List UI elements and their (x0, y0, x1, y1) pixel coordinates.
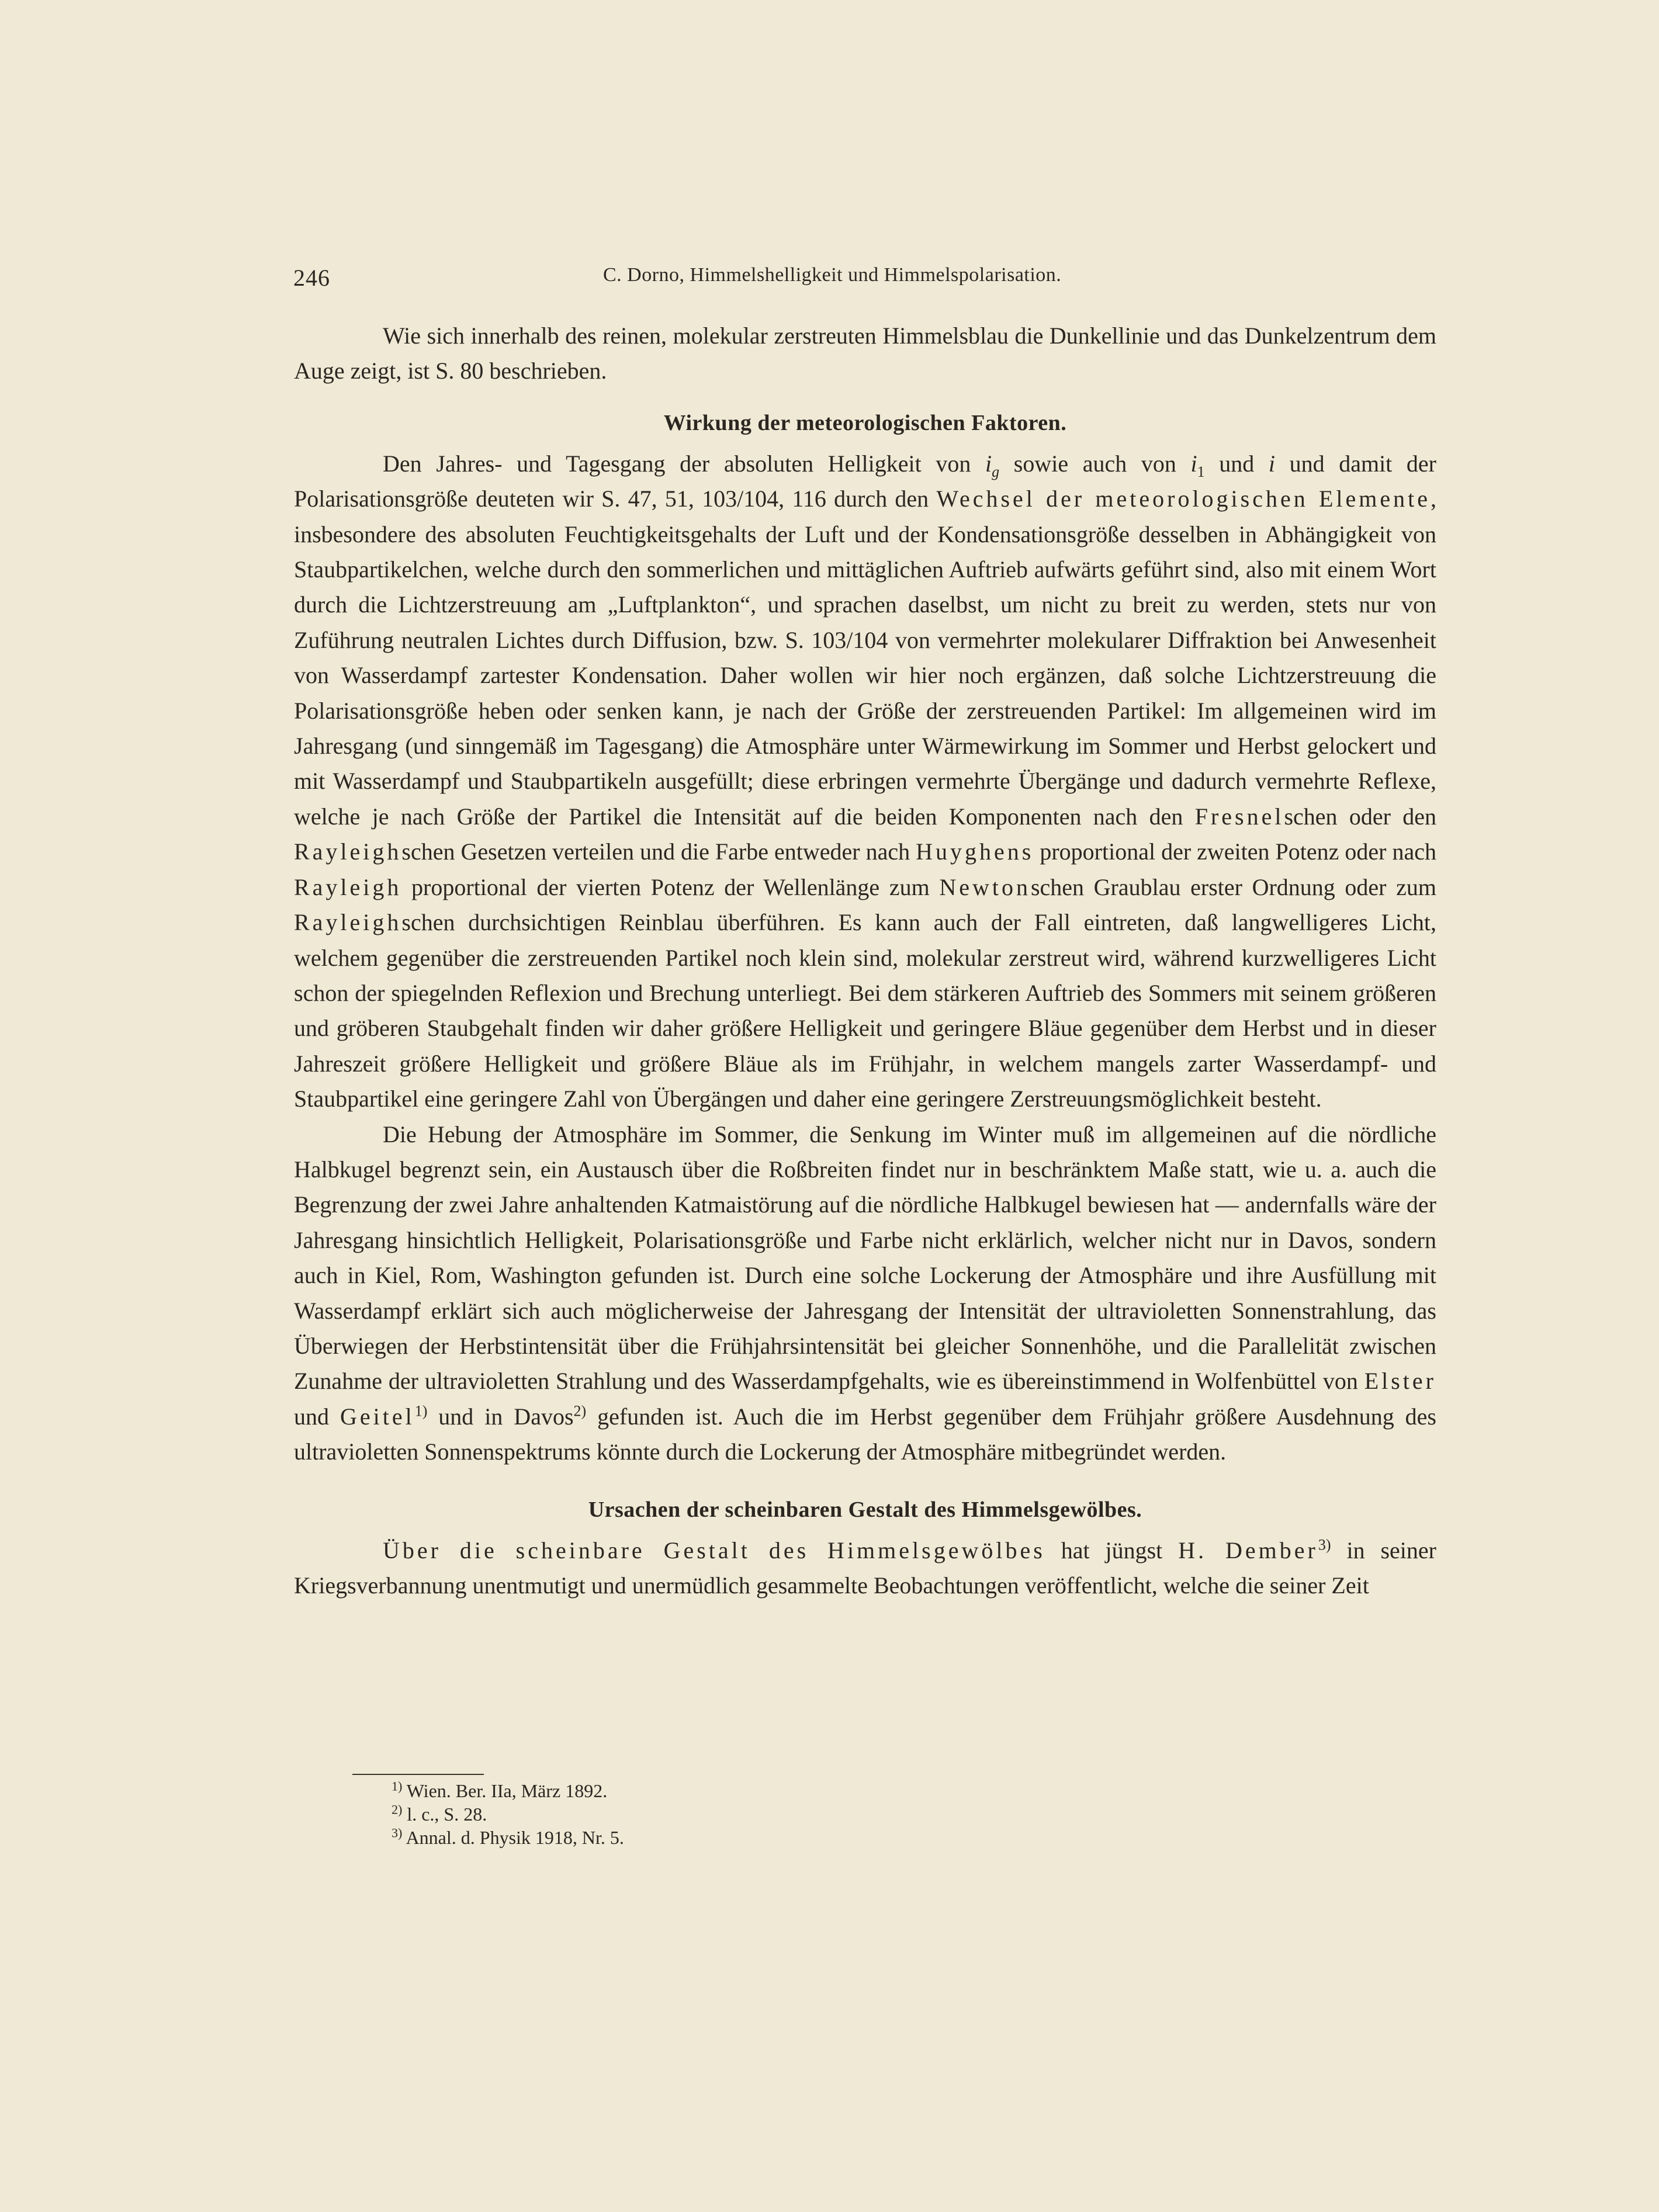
paragraph-sky-vault: Über die scheinbare Gestalt des Himmelsgewölbes hat jüngst H. Dember$^{3)}$ in seiner Kriegsverbannung unentmutigt und unermüdlich gesammelte Beobachtungen veröffentlicht, welche die seiner Zeit (294, 1536, 1436, 1599)
paragraph-meteorological-2: Die Hebung der Atmosphäre im Sommer, die Senkung im Winter muß im allgemeinen auf die nördliche Halbkugel begrenzt sein, ein Austausch über die Roßbreiten findet nur in beschränktem Maße statt, wie u. a. auch die Begrenzung der zwei Jahre anhaltenden Katmaistörung auf die nördliche Halbkugel bewiesen hat — andernfalls wäre der Jahresgang hinsichtlich Helligkeit, Polarisationsgröße und Farbe nicht erklärlich, welcher nicht nur in Davos, sondern auch in Kiel, Rom, Washington gefunden ist. Durch eine solche Lockerung der Atmosphäre und ihre Ausfüllung mit Wasserdampf erklärt sich auch möglicherweise der Jahresgang der Intensität der ultravioletten Sonnenstrahlung, das Überwiegen der Herbstintensität über die Frühjahrsintensität bei gleicher Sonnenhöhe, und die Parallelität zwischen Zunahme der ultravioletten Strahlung und des Wasserdampfgehalts, wie es übereinstimmend in Wolfenbüttel von Elster und Geitel$^{1)}$ und in Davos$^{2)}$ gefunden ist. Auch die im Herbst gegenüber dem Frühjahr größere Ausdehnung des ultravioletten Sonnenspektrums könnte durch die Lockerung der Atmosphäre mitbegründet werden. (294, 1121, 1436, 1465)
footnote-divider (352, 1774, 484, 1775)
paragraph-meteorological-1: Den Jahres- und Tagesgang der absoluten Helligkeit von $i_g$ sowie auch von $i_1$ und i und damit der Polarisationsgröße deuteten wir S. 47, 51, 103/104, 116 durch den Wechsel der meteorologischen Elemente, insbesondere des absoluten Feuchtigkeitsgehalts der Luft und der Kondensationsgröße desselben in Abhängigkeit von Staubpartikelchen, welche durch den sommerlichen und mittäglichen Auftrieb aufwärts geführt sind, also mit einem Wort durch die Lichtzerstreuung am „Luftplankton“, und sprachen daselbst, um nicht zu breit zu werden, stets nur von Zuführung neutralen Lichtes durch Diffusion, bzw. S. 103/104 von vermehrter molekularer Diffraktion bei Anwesenheit von Wasserdampf zartester Kondensation. Daher wollen wir hier noch ergänzen, daß solche Lichtzerstreuung die Polarisationsgröße heben oder senken kann, je nach der Größe der zerstreuenden Partikel: Im allgemeinen wird im Jahresgang (und sinngemäß im Tagesgang) die Atmosphäre unter Wärmewirkung im Sommer und Herbst gelockert und mit Wasserdampf und Staubpartikeln ausgefüllt; diese erbringen vermehrte Übergänge und dadurch vermehrte Reflexe, welche je nach Größe der Partikel die Intensität auf die beiden Komponenten nach den Fresnelschen oder den Rayleighschen Gesetzen verteilen und die Farbe entweder nach Huyghens proportional der zweiten Potenz oder nach Rayleigh proportional der vierten Potenz der Wellenlänge zum Newtonschen Graublau erster Ordnung oder zum Rayleighschen durchsichtigen Reinblau überführen. Es kann auch der Fall eintreten, daß langwelligeres Licht, welchem gegenüber die zerstreuenden Partikel noch klein sind, molekular zerstreut wird, während kurzwelligeres Licht schon der spiegelnden Reflexion und Brechung unterliegt. Bei dem stärkeren Auftrieb des Sommers mit seinem größeren und gröberen Staubgehalt finden wir daher größere Helligkeit und geringere Bläue gegenüber dem Herbst und in dieser Jahreszeit größere Helligkeit und größere Bläue als im Frühjahr, in welchem mangels zarter Wasserdampf- und Staubpartikel eine geringere Zahl von Übergängen und daher eine geringere Zerstreuungsmöglichkeit besteht. (294, 450, 1437, 1112)
page-number: 246 (293, 265, 330, 291)
footnote-2: $^{2)}$ l. c., S. 28. (392, 1802, 487, 1825)
footnote-3: $^{3)}$ Annal. d. Physik 1918, Nr. 5. (392, 1825, 624, 1848)
running-header (293, 264, 1439, 299)
footnote-1: $^{1)}$ Wien. Ber. IIa, März 1892. (392, 1778, 608, 1801)
section-heading-meteorological-factors: Wirkung der meteorologischen Faktoren. (663, 410, 1067, 435)
body-text (294, 318, 1436, 1603)
footnote-ref-2[interactable]: 2) (573, 1402, 587, 1420)
footnote-ref-1[interactable]: 1) (414, 1402, 428, 1420)
running-title: C. Dorno, Himmelshelligkeit und Himmelspolarisation. (603, 264, 1062, 286)
footnote-ref-3[interactable]: 3) (1318, 1536, 1331, 1554)
paragraph-intro: Wie sich innerhalb des reinen, molekular zerstreuten Himmelsblau die Dunkellinie und das Dunkelzentrum dem Auge zeigt, ist S. 80 beschrieben. (294, 323, 1436, 384)
section-heading-sky-vault-shape: Ursachen der scheinbaren Gestalt des Himmelsgewölbes. (588, 1497, 1142, 1522)
footnotes (392, 1779, 976, 1849)
